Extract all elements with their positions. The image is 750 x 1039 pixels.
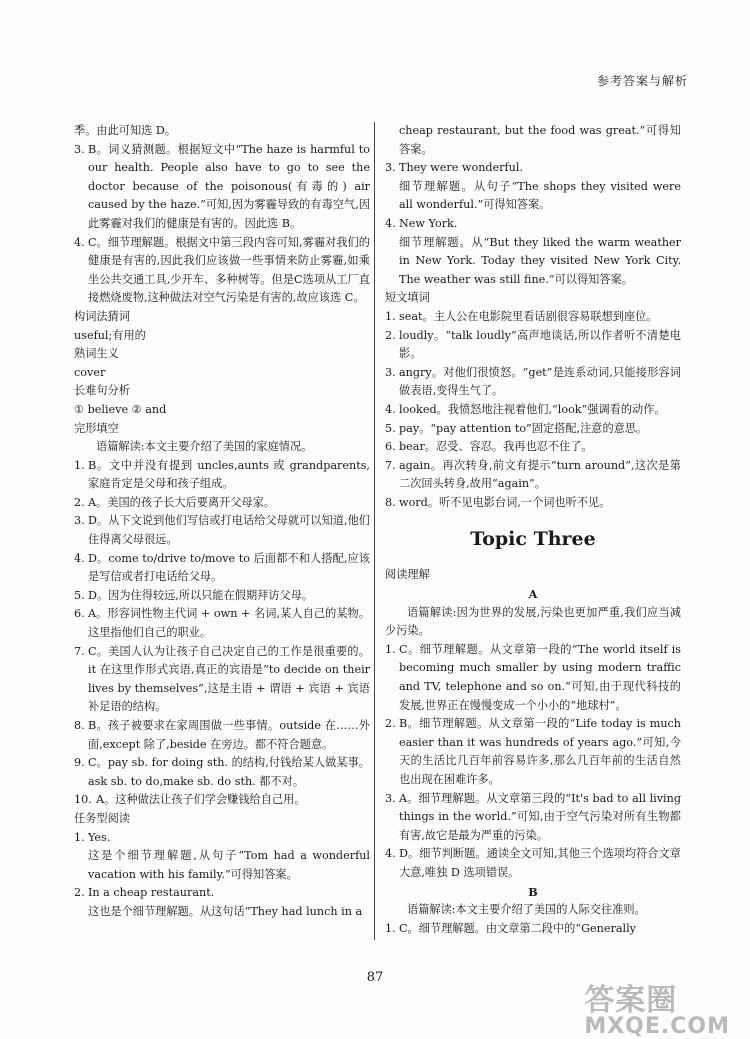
answer-number: 2. [385,717,396,731]
answer-text: B。词义猜测题。根据短文中“The haze is harmful to our health. People also have to go to see the doctor because of the poisonous(有毒的) air caused by the haze.”可知,因为雾霾导致的有毒空气,因此雾霾对我们的健康是有害的。因此选 B。 [88,142,370,230]
answer-item [74,512,370,549]
answer-number: 7. [385,458,396,472]
answer-item [74,829,370,848]
answer-text: angry。对他们很愤怒。“get”是连系动词,只能接形容词做表语,变得生气了。 [399,365,681,398]
answer-item [385,159,681,178]
answer-text: bear。忍受、容忍。我再也忍不住了。 [399,440,593,454]
passage-summary: 语篇解读:本文主要介绍了美国的人际交往准则。 [407,903,646,917]
watermark-line1: 答案圈 [584,983,678,1018]
answer-text: C。细节理解题。根据文中第三段内容可知,雾霾对我们的健康是有害的,因此我们应该做一些事情来防止雾霾,如乘坐公共交通工具,少开车、多种树等。但是C选项从工厂直接燃烧废物,这种做法对空气污染是有害的,故应该选 C。 [88,235,370,305]
answer-number: 4. [74,551,85,565]
passage-label: A [528,587,538,602]
answer-item [74,754,370,791]
answer-item [385,845,681,882]
answer-number: 2. [74,886,85,900]
page-header-title: 参考答案与解析 [596,74,688,88]
answer-item [74,234,370,308]
page-number: 87 [366,970,384,985]
answer-text: New York. [399,216,458,230]
answer-number: 8. [74,719,85,732]
answer-item [385,364,681,401]
answer-number: 8. [385,495,396,509]
answer-number: 5. [385,421,396,435]
answer-number: 4. [385,402,396,416]
section-heading: 任务型阅读 [74,811,130,825]
text-line: useful;有用的 [74,328,146,342]
answer-item [74,717,370,754]
answer-number: 6. [74,607,85,621]
answer-item [385,457,681,494]
answer-item [74,550,370,587]
passage-label: B [528,884,538,899]
answer-item [385,420,681,439]
answer-item [385,920,681,939]
answer-text: D。come to/drive to/move to 后面都不和人搭配,应该是写信或者打电话给父母。 [88,551,370,584]
answer-item [74,587,370,606]
answer-number: 3. [74,142,85,156]
answer-item [385,308,681,327]
answer-number: 3. [385,161,396,175]
topic-title: Topic Three [470,528,596,551]
answer-text: They were wonderful. [399,161,524,175]
answer-number: 10. [74,793,92,807]
answer-text: again。再次转身,前文有提示“turn around”,这次是第二次回头转身,故用“again”。 [399,458,681,491]
answer-text: looked。我愤怒地注视着他们,“look”强调看的动作。 [399,402,666,416]
answer-item [385,494,681,513]
answer-text: C。细节理解题。从文章第一段的“The world itself is becoming much smaller by using modern traffic and TV, telephone and so on.”可知,由于现代科技的发展,世界正在慢慢变成一个小小的“地球村”。 [399,642,681,712]
answer-text: D。因为住得较远,所以只能在假期拜访父母。 [88,588,314,602]
answer-number: 4. [74,235,85,249]
answer-item [74,791,370,810]
answer-text: loudly。“talk loudly”高声地谈话,所以作者听不清楚电影。 [399,328,681,361]
left-column [74,122,370,922]
answer-number: 7. [74,644,85,658]
answer-text: A。细节理解题。从文章第三段的“It's bad to all living things in the world.”可知,由于空气污染对所有生物都有害,故它是最为严重的污染。 [399,791,681,842]
answer-text: C。pay sb. for doing sth. 的结构,付钱给某人做某事。ask sb. to do,make sb. do sth. 都不对。 [88,756,370,788]
answer-number: 1. [385,642,396,656]
section-heading: 短文填词 [385,291,430,305]
answer-text: word。听不见电影台词,一个词也听不见。 [399,495,611,509]
text-line: 季。由此可知选 D。 [74,124,177,137]
passage-summary: 语篇解读:本文主要介绍了美国的家庭情况。 [96,440,313,454]
right-column [385,122,681,938]
watermark-logo [584,983,730,1039]
answer-text: C。美国人认为让孩子自己决定自己的工作是很重要的。it 在这里作形式宾语,真正的宾语是“to decide on their lives by themselves”,这是主语 + 谓语 + 宾语 + 宾语补足语的结构。 [88,644,370,714]
answer-number: 2. [385,328,396,342]
answer-text: D。从下文说到他们写信或打电话给父母就可以知道,他们住得离父母很远。 [88,514,370,547]
answer-item [385,215,681,234]
answer-text: D。细节判断题。通读全文可知,其他三个选项均符合文章大意,唯独 D 选项错误。 [399,847,681,879]
answer-text: pay。“pay attention to”固定搭配,注意的意思。 [399,421,648,435]
answer-number: 9. [74,756,85,770]
answer-text: A。美国的孩子长大后要离开父母家。 [88,495,276,509]
answer-item [74,605,370,642]
answer-number: 6. [385,440,396,454]
section-heading: 完形填空 [74,421,119,435]
answer-number: 1. [74,458,85,472]
answer-item [74,884,370,903]
answer-text: B。细节理解题。从文章第一段的“Life today is much easier than it was hundreds of years ago.”可知,今天的生活比几百年前容易许多,那么几百年前的生活自然也出现在困难许多。 [399,717,681,786]
answer-item [385,790,681,846]
answer-number: 1. [74,830,85,844]
answer-text: C。细节理解题。由文章第二段中的“Generally [399,921,636,935]
answer-item [74,141,370,234]
answer-item [74,643,370,717]
answer-continuation: 这也是个细节理解题。从这句话“They had lunch in a [88,904,363,918]
passage-summary: 语篇解读:因为世界的发展,污染也更加严重,我们应当减少污染。 [385,605,681,638]
answer-number: 3. [385,365,396,379]
answer-number: 3. [385,791,396,805]
answer-number: 2. [74,495,85,509]
column-divider [374,122,375,940]
answer-item [385,401,681,420]
answer-item [385,327,681,364]
watermark-line2: MXQE.COM [584,1014,730,1039]
text-line: ① believe ② and [74,402,167,416]
section-heading: 熟词生义 [74,347,119,361]
section-heading: 构词法猜词 [74,309,130,323]
answer-number: 4. [385,216,396,230]
answer-number: 1. [385,921,396,935]
answer-item [385,438,681,457]
answer-text: Yes. [88,830,111,844]
section-heading: 长难句分析 [74,384,130,398]
answer-text: B。孩子被要求在家周围做一些事情。outside 在……外面,except 除了,beside 在旁边。都不符合题意。 [88,719,370,751]
answer-item [385,641,681,715]
answer-item [385,715,681,789]
answer-continuation: 细节理解题。从“But they liked the warm weather in New York. Today they visited New York City. The weather was still fine.”可以得知答案。 [399,235,681,286]
answer-number: 4. [385,847,396,861]
answer-continuation: cheap restaurant, but the food was great.”可得知答案。 [399,124,681,156]
answer-number: 3. [74,514,85,528]
text-line: cover [74,365,106,379]
answer-text: B。文中并没有提到 uncles,aunts 或 grandparents,家庭肯定是父母和孩子组成。 [88,458,370,491]
answer-continuation: 细节理解题。从句子“The shops they visited were all wonderful.”可得知答案。 [399,179,681,212]
answer-item [74,457,370,494]
answer-text: A。这种做法让孩子们学会赚钱给自己用。 [96,793,306,807]
answer-text: A。形容词性物主代词 + own + 名词,某人自己的某物。这里指他们自己的职业。 [88,607,370,640]
answer-item [74,494,370,513]
answer-continuation: 这是个细节理解题,从句子“Tom had a wonderful vacation with his family.”可得知答案。 [88,849,370,881]
section-heading: 阅读理解 [385,568,430,582]
answer-number: 1. [385,309,396,323]
answer-number: 5. [74,588,85,602]
answer-text: In a cheap restaurant. [88,886,215,900]
answer-text: seat。主人公在电影院里看话剧很容易联想到座位。 [399,309,658,323]
